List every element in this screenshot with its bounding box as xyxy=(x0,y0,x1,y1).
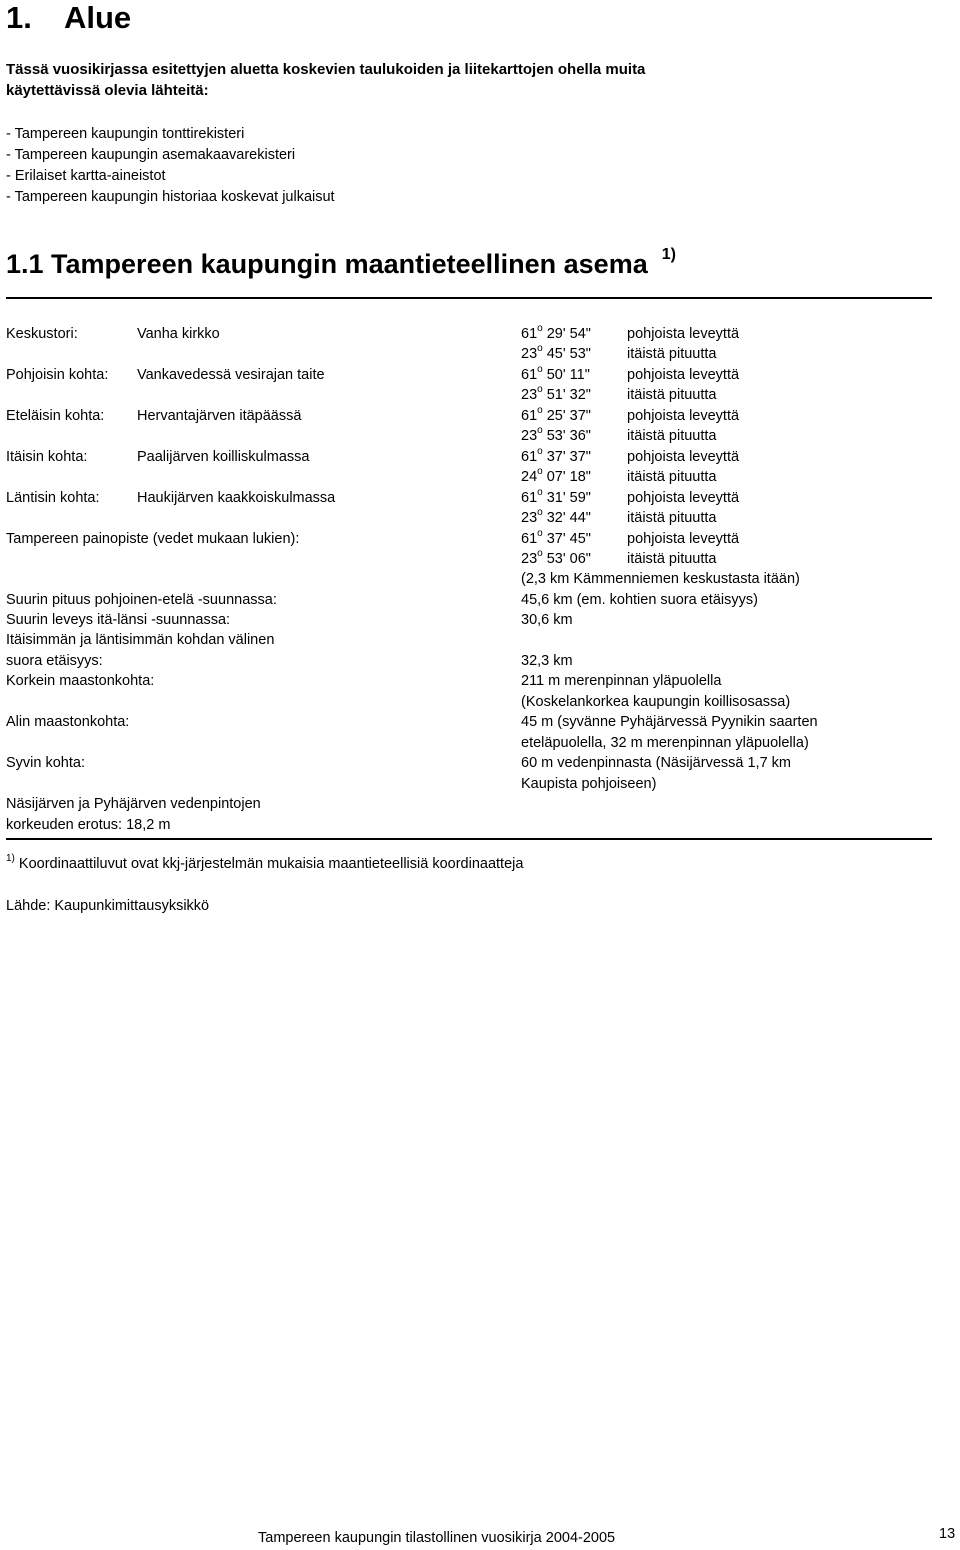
measure-value: 211 m merenpinnan yläpuolella xyxy=(521,673,722,689)
measure-label: Korkein maastonkohta: xyxy=(6,673,155,689)
intro-line-1: Tässä vuosikirjassa esitettyjen aluetta koskevien taulukoiden ja liitekarttojen ohella muita xyxy=(6,61,646,78)
lat-text: pohjoista leveyttä xyxy=(627,531,740,547)
source-note: Lähde: Kaupunkimittausyksikkö xyxy=(6,898,210,914)
coord-label: Keskustori: xyxy=(6,326,78,342)
source-item: - Tampereen kaupungin historiaa koskevat julkaisut xyxy=(6,189,335,205)
lon-text: itäistä pituutta xyxy=(627,469,717,485)
coord-place: Hervantajärven itäpäässä xyxy=(137,408,302,424)
measure-label: Syvin kohta: xyxy=(6,755,85,771)
coord-label: Itäisin kohta: xyxy=(6,449,88,465)
section-bottom-rule xyxy=(6,838,932,840)
coord-label: Eteläisin kohta: xyxy=(6,408,105,424)
lat-value: 61$^o$ 25' 37" xyxy=(521,405,591,424)
heading-number: 1. xyxy=(6,0,32,35)
footnote-text: Koordinaattiluvut ovat kkj-järjestelmän mukaisia maantieteellisiä koordinaatteja xyxy=(18,856,524,872)
coord-label: Pohjoisin kohta: xyxy=(6,367,109,383)
footnote xyxy=(6,854,523,876)
page-number: 13 xyxy=(939,1526,956,1542)
coord-place: Paalijärven koilliskulmassa xyxy=(137,449,310,465)
lon-text: itäistä pituutta xyxy=(627,428,717,444)
coord-label: Läntisin kohta: xyxy=(6,490,100,506)
lon-value: 24$^o$ 07' 18" xyxy=(521,466,591,485)
page-heading xyxy=(6,0,131,36)
lon-text: itäistä pituutta xyxy=(627,510,717,526)
measure-label: korkeuden erotus: 18,2 m xyxy=(6,817,171,833)
source-item: - Erilaiset kartta-aineistot xyxy=(6,168,166,184)
coord-label: Tampereen painopiste (vedet mukaan lukien): xyxy=(6,531,300,547)
measure-value: 45,6 km (em. kohtien suora etäisyys) xyxy=(521,592,758,608)
lat-value: 61$^o$ 50' 11" xyxy=(521,364,590,383)
footer-publication: Tampereen kaupungin tilastollinen vuosikirja 2004-2005 xyxy=(258,1530,616,1546)
coord-place: Vankavedessä vesirajan taite xyxy=(137,367,325,383)
lat-text: pohjoista leveyttä xyxy=(627,490,740,506)
source-item: - Tampereen kaupungin asemakaavarekisteri xyxy=(6,147,296,163)
lat-text: pohjoista leveyttä xyxy=(627,326,740,342)
lat-value: 61$^o$ 37' 45" xyxy=(521,528,591,547)
coord-place: Haukijärven kaakkoiskulmassa xyxy=(137,490,336,506)
lat-value: 61$^o$ 31' 59" xyxy=(521,487,591,506)
section-title: 1.1 Tampereen kaupungin maantieteellinen asema xyxy=(6,249,648,279)
source-item: - Tampereen kaupungin tonttirekisteri xyxy=(6,126,245,142)
measure-value: 32,3 km xyxy=(521,653,573,669)
section-footnote-mark: 1) xyxy=(661,246,676,263)
section-heading xyxy=(6,248,676,285)
measure-label: Alin maastonkohta: xyxy=(6,714,130,730)
lon-value: 23$^o$ 53' 06" xyxy=(521,548,591,567)
measure-value: (Koskelankorkea kaupungin koillisosassa) xyxy=(521,694,791,710)
measure-value: 60 m vedenpinnasta (Näsijärvessä 1,7 km xyxy=(521,755,791,771)
lon-text: itäistä pituutta xyxy=(627,551,717,567)
lon-value: 23$^o$ 53' 36" xyxy=(521,425,591,444)
measure-label: suora etäisyys: xyxy=(6,653,103,669)
measure-label: Itäisimmän ja läntisimmän kohdan välinen xyxy=(6,632,275,648)
lon-value: 23$^o$ 51' 32" xyxy=(521,384,591,403)
lat-text: pohjoista leveyttä xyxy=(627,449,740,465)
measure-label: Näsijärven ja Pyhäjärven vedenpintojen xyxy=(6,796,261,812)
lat-value: 61$^o$ 29' 54" xyxy=(521,323,591,342)
lon-text: itäistä pituutta xyxy=(627,387,717,403)
section-top-rule xyxy=(6,297,932,299)
measure-value: eteläpuolella, 32 m merenpinnan yläpuolella) xyxy=(521,735,809,751)
measure-value: 30,6 km xyxy=(521,612,573,628)
coord-place: Vanha kirkko xyxy=(137,326,220,342)
lat-text: pohjoista leveyttä xyxy=(627,367,740,383)
footnote-mark: 1) xyxy=(6,853,15,864)
lon-value: 23$^o$ 45' 53" xyxy=(521,343,591,362)
heading-title: Alue xyxy=(64,0,132,35)
measure-label: Suurin pituus pohjoinen-etelä -suunnassa: xyxy=(6,592,277,608)
lat-text: pohjoista leveyttä xyxy=(627,408,740,424)
measure-value: Kaupista pohjoiseen) xyxy=(521,776,657,792)
measure-value: 45 m (syvänne Pyhäjärvessä Pyynikin saarten xyxy=(521,714,818,730)
intro-line-2: käytettävissä olevia lähteitä: xyxy=(6,82,209,99)
lon-value: 23$^o$ 32' 44" xyxy=(521,507,591,526)
lon-text: itäistä pituutta xyxy=(627,346,717,362)
centroid-note: (2,3 km Kämmenniemen keskustasta itään) xyxy=(521,571,800,587)
lat-value: 61$^o$ 37' 37" xyxy=(521,446,591,465)
measure-label: Suurin leveys itä-länsi -suunnassa: xyxy=(6,612,231,628)
